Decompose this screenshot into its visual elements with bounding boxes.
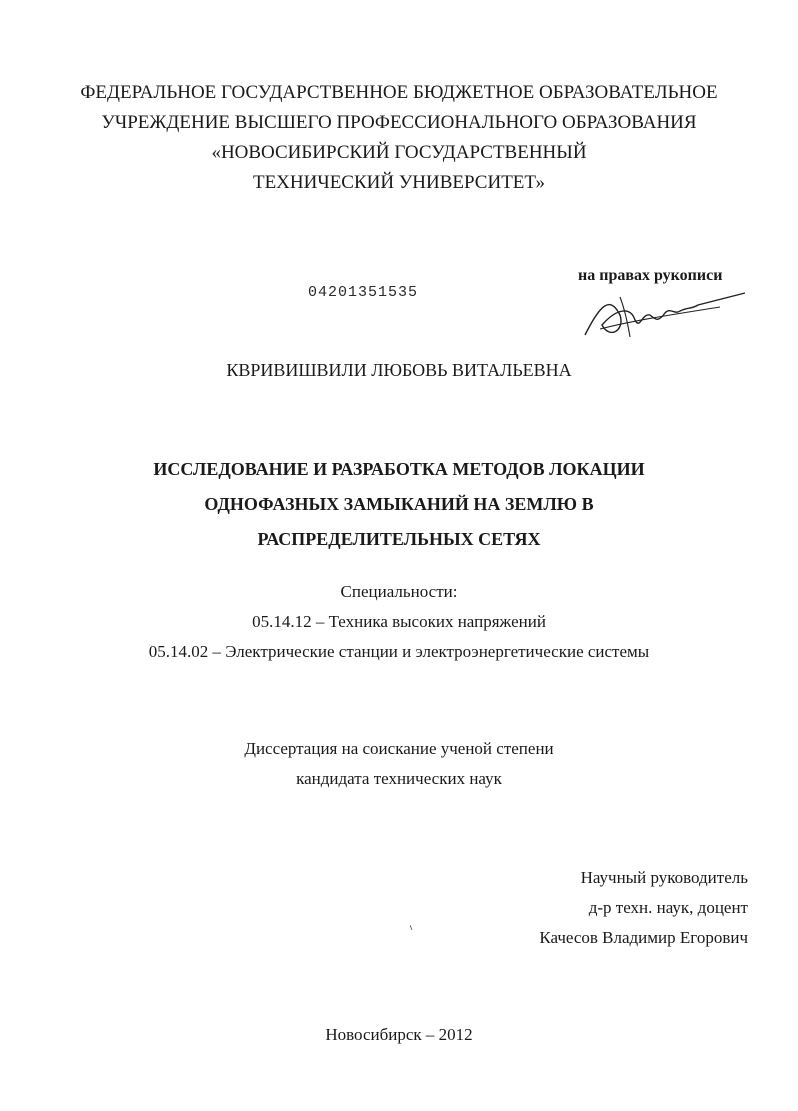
degree-line: кандидата технических наук: [296, 769, 502, 788]
specialty-item: 05.14.02 – Электрические станции и электроэнергетические системы: [148, 642, 650, 661]
author-name: КВРИВИШВИЛИ ЛЮБОВЬ ВИТАЛЬЕВНА: [226, 360, 572, 380]
institution-line: ТЕХНИЧЕСКИЙ УНИВЕРСИТЕТ»: [252, 172, 546, 193]
registration-number: 04201351535: [308, 284, 419, 301]
scan-speck: [410, 925, 413, 931]
title-line: ИССЛЕДОВАНИЕ И РАЗРАБОТКА МЕТОДОВ ЛОКАЦИИ: [153, 459, 645, 479]
title-line: ОДНОФАЗНЫХ ЗАМЫКАНИЙ НА ЗЕМЛЮ В: [204, 494, 594, 514]
institution-line: УЧРЕЖДЕНИЕ ВЫСШЕГО ПРОФЕССИОНАЛЬНОГО ОБРАЗОВАНИЯ: [101, 112, 697, 133]
supervisor-label: Научный руководитель: [580, 868, 748, 887]
institution-line: ФЕДЕРАЛЬНОЕ ГОСУДАРСТВЕННОЕ БЮДЖЕТНОЕ ОБРАЗОВАТЕЛЬНОЕ: [80, 82, 718, 103]
degree-block: [0, 734, 798, 794]
specialty-item: 05.14.12 – Техника высоких напряжений: [252, 612, 546, 631]
title-line: РАСПРЕДЕЛИТЕЛЬНЫХ СЕТЯХ: [257, 529, 541, 549]
supervisor-name: Качесов Владимир Егорович: [539, 928, 748, 947]
signature-icon: [580, 285, 750, 345]
specialties-block: [0, 577, 798, 667]
institution-header: [0, 78, 798, 198]
dissertation-title: [0, 452, 798, 557]
supervisor-credentials: д-р техн. наук, доцент: [588, 898, 748, 917]
institution-line: «НОВОСИБИРСКИЙ ГОСУДАРСТВЕННЫЙ: [211, 142, 587, 163]
rights-note: на правах рукописи: [578, 267, 723, 284]
city-year: Новосибирск – 2012: [325, 1025, 473, 1044]
supervisor-block: [539, 863, 748, 953]
degree-line: Диссертация на соискание ученой степени: [244, 739, 554, 758]
specialties-heading: Специальности:: [340, 582, 458, 601]
